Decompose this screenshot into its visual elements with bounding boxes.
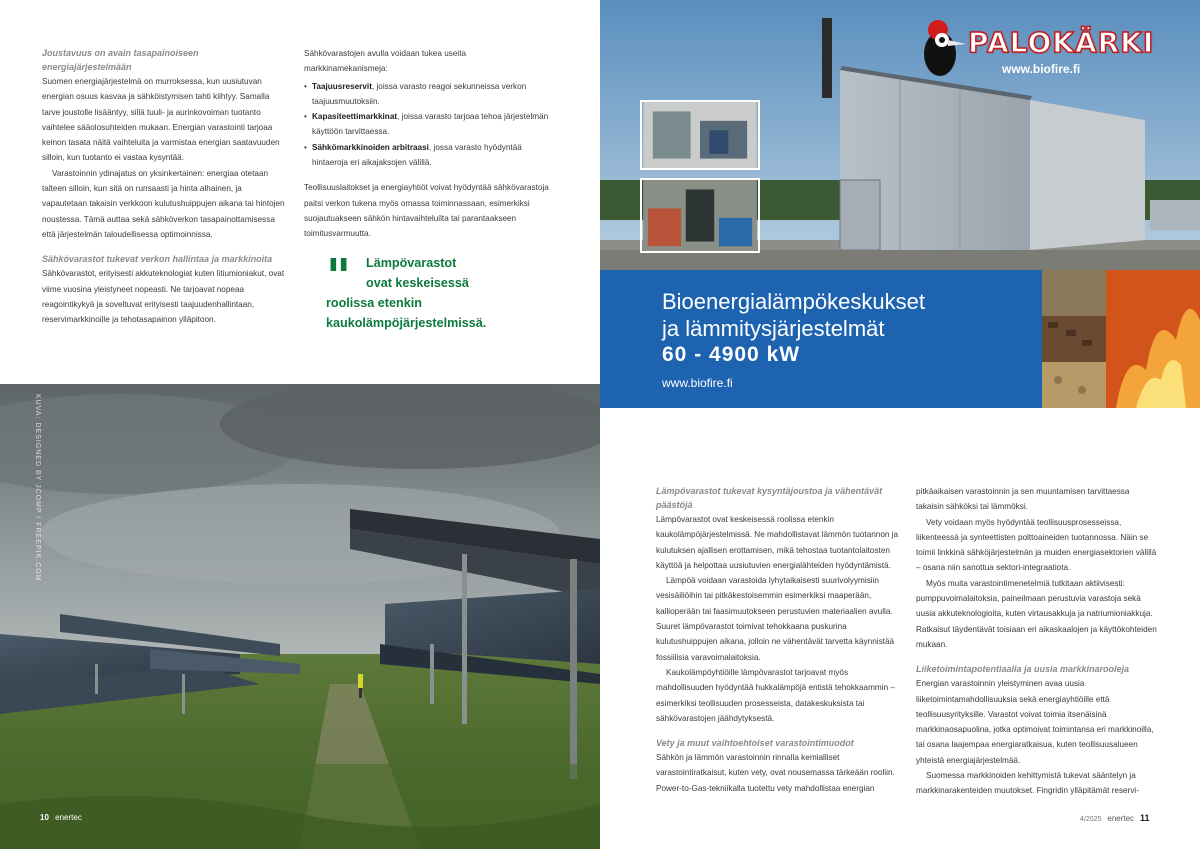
- pull-quote: " Lämpövarastot ovat keskeisessä roolissa etenkin kaukolämpöjärjestelmissä.: [326, 249, 487, 330]
- paragraph: Energian varastoinnin yleistyminen avaa uusia liiketoimintamahdollisuuksia sekä energiayhtiöille että teollisuusyrityksille. Varastot voivat toimia itsenäisinä markkinaosapuolina, jotka optimoivat toimintansa eri markkinoilla, tai osana laajempaa energiaratkaisua, kuten teollisuusalueen yhteistä energiajärjestelmää.: [916, 679, 1154, 765]
- ad-power-range: 60 - 4900 kW: [662, 343, 801, 366]
- page-number: 10: [40, 813, 49, 822]
- paragraph: Suomen energiajärjestelmä on murroksessa, kun uusiutuvan energian osuus kasvaa ja sähköistymisen tahti kiihtyy. Samalla tarve joustolle lisääntyy, sillä tuuli- ja aurinkovoiman tuotanto vaihtelee sääolosuhteiden mukaan. Energian varastointi tarjoaa keinon tasata näitä vaihteluita ja varmistaa energian saatavuuden silloin, kun tuotanto ei vastaa kysyntää.: [42, 77, 280, 163]
- list-item: • Sähkömarkkinoiden arbitraasi, jossa varasto hyödyntää hintaeroja eri aikajaksojen välillä.: [304, 140, 550, 171]
- paragraph: Kaukolämpöyhtiöille lämpövarastot tarjoavat myös mahdollisuuden hyödyntää hukkalämpöjä entistä tehokkaammin – esimerkiksi teollisuuden prosesseista, datakeskuksista tai sähkövarastojen jäähdytyksestä.: [656, 667, 895, 723]
- paragraph: Lämpöä voidaan varastoida lyhytaikaisesti suurivolyymisiin vesisäiliöihin tai pitkäkestoisemmin esimerkiksi maaperään, kallioperään tai faasimuutokseen perustuvien materiaalien avulla. Suuret lämpövarastot toimivat tehokkaana puskurina kulutushuippujen aikana, jolloin ne vähentävät tarvetta käynnistää fossiilisia varavoimalaitoksia.: [656, 576, 895, 662]
- paragraph: Lämpövarastot ovat keskeisessä roolissa etenkin kaukolämpöjärjestelmissä. Ne mahdollistavat lämmön tuotannon ja kulutuksen ajallisen erottamisen, mikä tehostaa tuotantolaitosten käyttöä ja helpottaa uusiutuvien energialähteiden hyödyntämistä.: [656, 515, 899, 570]
- left-column-2: [304, 46, 550, 242]
- right-column-1: [656, 484, 902, 796]
- paragraph: Teollisuuslaitokset ja energiayhtiöt voivat hyödyntää sähkövarastoja paitsi verkon tukena myös omassa toiminnassaan, esimerkiksi suojautuakseen sähkön hintavaihteluilta tai parantaakseen toimitusvarmuutta.: [304, 183, 549, 239]
- paragraph: Suomessa markkinoiden kehittymistä tukevat sääntelyn ja markkinarakenteiden muutokset. Fingridin ylläpitämät reservi-: [916, 771, 1139, 796]
- boiler-room-photo: [640, 100, 760, 170]
- page-footer-right: [1080, 813, 1150, 823]
- brand-name: PALOKÄRKI: [968, 26, 1155, 59]
- paragraph: pitkäaikaisen varastoinnin ja sen muuntamisen tarvittaessa takaisin sähköksi tai lämmöksi.: [916, 487, 1130, 512]
- list-item: • Taajuusreservit, joissa varasto reagoi sekunneissa verkon taajuusmuutoksiin.: [304, 79, 550, 110]
- quote-mark-icon: ": [326, 249, 346, 305]
- flame-photo: [1106, 270, 1200, 408]
- heading-hydrogen: Vety ja muut vaihtoehtoiset varastointimuodot: [656, 738, 854, 749]
- issue-number: 4/2025: [1080, 816, 1102, 823]
- palokarki-logo: [918, 18, 1155, 80]
- page-number: 11: [1140, 813, 1150, 823]
- paragraph: Sähkön ja lämmön varastoinnin rinnalla kemialliset varastointiratkaisut, kuten vety, ovat nousemassa tärkeään rooliin. Power-to-Gas-tekniikalla tuotettu vety mahdollistaa energian: [656, 753, 895, 793]
- ad-blue-panel: [600, 270, 1042, 408]
- logo-url[interactable]: www.biofire.fi: [1002, 62, 1081, 76]
- fuel-handling-photo: [640, 178, 760, 253]
- paragraph: Myös muita varastointimenetelmiä tutkitaan aktiivisesti: pumppuvoimalaitoksia, paineilmaan perustuvia varastoja sekä uusia akkuteknologioita, kuten virtausakkuja ja natriumioniakkuja. Ratkaisut täydentävät toisiaan eri aikaskaalojen ja käyttökohteiden mukaan.: [916, 578, 1157, 649]
- heading-electricity-storage: Sähkövarastot tukevat verkon hallintaa ja markkinoita: [42, 254, 273, 265]
- list-item: • Kapasiteettimarkkinat, joissa varasto tarjoaa tehoa järjestelmän käyttöön tarvittaessa.: [304, 109, 550, 140]
- left-column-1: [42, 46, 288, 327]
- solar-farm-photo: [0, 384, 600, 849]
- page-footer-left: [40, 813, 82, 822]
- heading-business-potential: Liiketoimintapotentiaalia ja uusia markkinarooleja: [916, 664, 1130, 675]
- magazine-brand: enertec: [55, 813, 82, 822]
- heading-flexibility: Joustavuus on avain tasapainoiseen energiajärjestelmään: [42, 48, 199, 72]
- photo-credit: KUVA: DESIGNED BY JCOMP / FREEPIK.COM: [34, 394, 41, 582]
- paragraph: Varastoinnin ydinajatus on yksinkertainen: energiaa otetaan talteen silloin, kun sitä on runsaasti ja hinta alhainen, ja vapautetaan takaisin verkkoon kulutushuippujen aikana tai hintojen noustessa. Tämä auttaa sekä sähköverkon tasapainottamisessa että järjestelmän taloudellisessa optimoinnissa.: [42, 168, 285, 239]
- ad-title: Bioenergialämpökeskukset ja lämmitysjärjestelmät: [662, 289, 925, 341]
- woodpecker-icon: [918, 18, 966, 78]
- heading-heat-storage: Lämpövarastot tukevat kysyntäjoustoa ja vähentävät päästöjä: [656, 486, 883, 510]
- biofire-advertisement[interactable]: [600, 0, 1200, 408]
- paragraph: Sähkövarastot, erityisesti akkuteknologiat kuten litiumioniakut, ovat viime vuosina yleistyneet nopeasti. Ne tarjoavat nopeaa reagointikykyä ja soveltuvat erityisesti taajuudenhallintaan, reservimarkkinoille ja tehotasapainon ylläpitoon.: [42, 269, 285, 325]
- solar-farm-illustration: [0, 384, 600, 849]
- wood-fuel-photos: [1042, 270, 1106, 408]
- right-page: [600, 0, 1200, 849]
- market-mechanism-list: [304, 79, 550, 171]
- ad-url-link[interactable]: www.biofire.fi: [662, 376, 733, 390]
- paragraph: Vety voidaan myös hyödyntää teollisuusprosesseissa, liikenteessä ja synteettisten polttoaineiden tuotannossa. Näin se toimii linkkinä sähköjärjestelmän ja muiden energiasektorien välillä – osana niin sanottua sektori-integraatiota.: [916, 517, 1157, 573]
- right-column-2: [916, 484, 1158, 799]
- paragraph: Sähkövarastojen avulla voidaan tukea useita markkinamekanismeja:: [304, 49, 467, 74]
- magazine-brand: enertec: [1107, 814, 1135, 823]
